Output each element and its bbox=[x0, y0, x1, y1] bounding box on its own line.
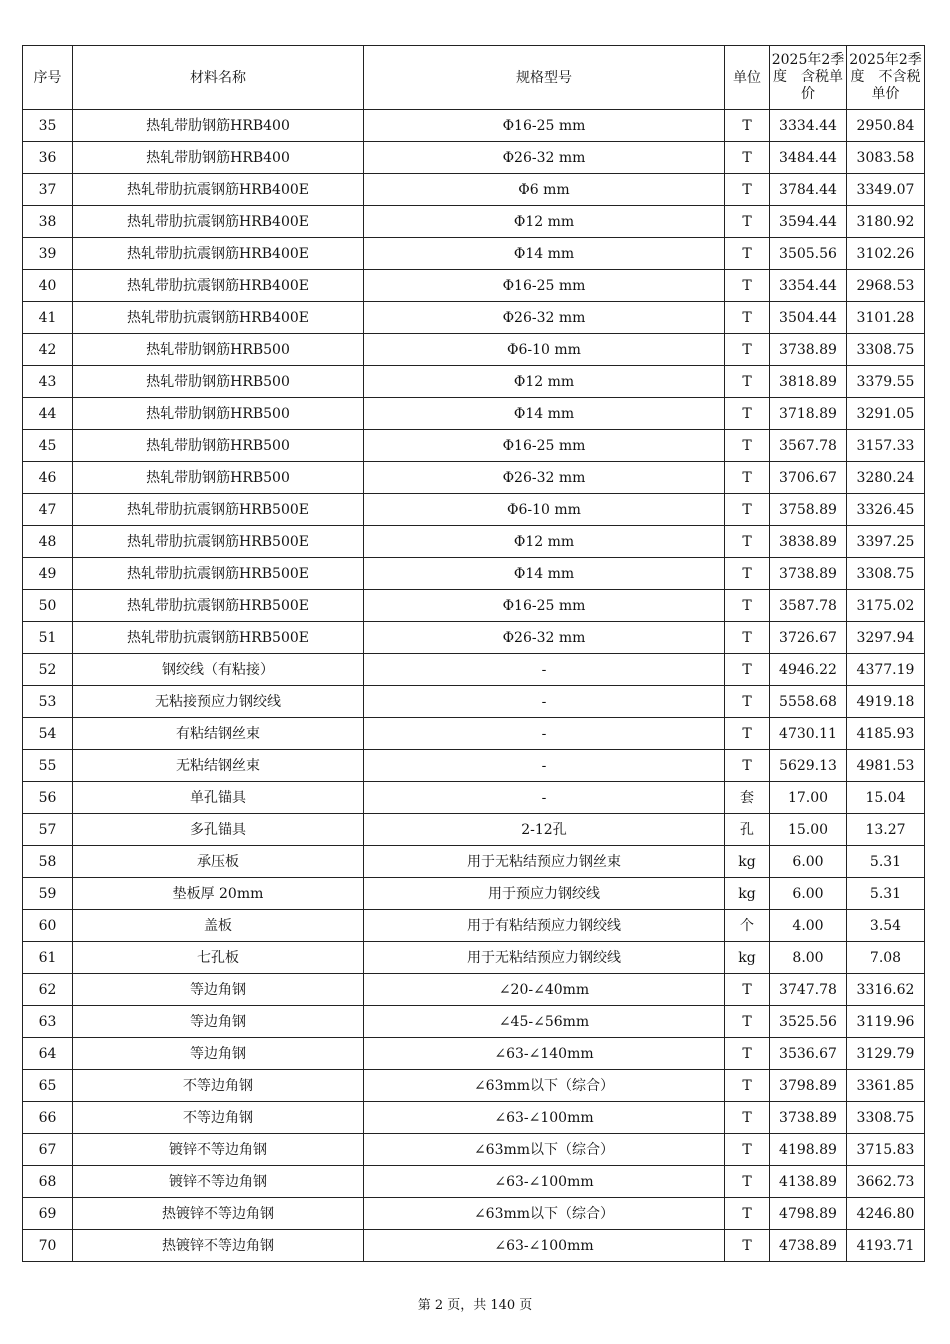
row-price-without-tax: 2968.53 bbox=[847, 270, 925, 302]
table-row bbox=[23, 1006, 925, 1038]
row-spec: Φ14 mm bbox=[364, 558, 725, 590]
row-material-name: 热轧带肋抗震钢筋HRB500E bbox=[73, 526, 364, 558]
row-price-without-tax: 3280.24 bbox=[847, 462, 925, 494]
table-row bbox=[23, 910, 925, 942]
row-material-name: 热轧带肋钢筋HRB400 bbox=[73, 142, 364, 174]
row-unit: T bbox=[725, 718, 770, 750]
table-row bbox=[23, 622, 925, 654]
row-seq: 55 bbox=[23, 750, 73, 782]
row-material-name: 热轧带肋钢筋HRB500 bbox=[73, 366, 364, 398]
row-material-name: 热轧带肋抗震钢筋HRB400E bbox=[73, 174, 364, 206]
row-spec: Φ12 mm bbox=[364, 366, 725, 398]
table-row bbox=[23, 238, 925, 270]
row-seq: 59 bbox=[23, 878, 73, 910]
row-spec: 用于无粘结预应力钢丝束 bbox=[364, 846, 725, 878]
header-price-without-tax: 2025年2季度 不含税单价 bbox=[847, 46, 925, 110]
row-price-with-tax: 4738.89 bbox=[770, 1230, 847, 1262]
row-unit: T bbox=[725, 238, 770, 270]
table-header-row bbox=[23, 46, 925, 110]
row-price-with-tax: 3525.56 bbox=[770, 1006, 847, 1038]
row-price-with-tax: 3738.89 bbox=[770, 1102, 847, 1134]
row-seq: 50 bbox=[23, 590, 73, 622]
row-unit: T bbox=[725, 270, 770, 302]
row-seq: 54 bbox=[23, 718, 73, 750]
row-price-with-tax: 17.00 bbox=[770, 782, 847, 814]
row-unit: T bbox=[725, 430, 770, 462]
row-spec: Φ14 mm bbox=[364, 398, 725, 430]
row-seq: 38 bbox=[23, 206, 73, 238]
row-spec: ∠63mm以下（综合） bbox=[364, 1198, 725, 1230]
row-price-with-tax: 3706.67 bbox=[770, 462, 847, 494]
row-price-without-tax: 3175.02 bbox=[847, 590, 925, 622]
row-price-without-tax: 4981.53 bbox=[847, 750, 925, 782]
table-row bbox=[23, 398, 925, 430]
row-price-with-tax: 3505.56 bbox=[770, 238, 847, 270]
row-price-without-tax: 4377.19 bbox=[847, 654, 925, 686]
row-spec: Φ26-32 mm bbox=[364, 302, 725, 334]
row-unit: T bbox=[725, 1038, 770, 1070]
row-price-with-tax: 3726.67 bbox=[770, 622, 847, 654]
row-unit: T bbox=[725, 174, 770, 206]
table-row bbox=[23, 590, 925, 622]
row-spec: Φ12 mm bbox=[364, 526, 725, 558]
row-material-name: 热镀锌不等边角钢 bbox=[73, 1198, 364, 1230]
row-price-without-tax: 2950.84 bbox=[847, 110, 925, 142]
row-price-without-tax: 4185.93 bbox=[847, 718, 925, 750]
table-row bbox=[23, 462, 925, 494]
row-unit: T bbox=[725, 110, 770, 142]
row-spec: Φ6-10 mm bbox=[364, 494, 725, 526]
table-row bbox=[23, 718, 925, 750]
row-price-with-tax: 3334.44 bbox=[770, 110, 847, 142]
table-row bbox=[23, 430, 925, 462]
row-unit: 套 bbox=[725, 782, 770, 814]
header-seq: 序号 bbox=[23, 46, 73, 110]
table-row bbox=[23, 814, 925, 846]
row-unit: T bbox=[725, 1134, 770, 1166]
row-spec: ∠63mm以下（综合） bbox=[364, 1070, 725, 1102]
row-material-name: 七孔板 bbox=[73, 942, 364, 974]
row-spec: Φ26-32 mm bbox=[364, 622, 725, 654]
row-seq: 69 bbox=[23, 1198, 73, 1230]
row-spec: 用于无粘结预应力钢绞线 bbox=[364, 942, 725, 974]
table-row bbox=[23, 174, 925, 206]
row-price-with-tax: 6.00 bbox=[770, 878, 847, 910]
row-unit: T bbox=[725, 334, 770, 366]
row-price-with-tax: 4730.11 bbox=[770, 718, 847, 750]
table-row bbox=[23, 110, 925, 142]
table-row bbox=[23, 1134, 925, 1166]
row-seq: 44 bbox=[23, 398, 73, 430]
row-spec: ∠45-∠56mm bbox=[364, 1006, 725, 1038]
table-body bbox=[23, 110, 925, 1262]
row-unit: T bbox=[725, 750, 770, 782]
row-price-with-tax: 5629.13 bbox=[770, 750, 847, 782]
row-price-without-tax: 3129.79 bbox=[847, 1038, 925, 1070]
row-seq: 70 bbox=[23, 1230, 73, 1262]
row-unit: T bbox=[725, 398, 770, 430]
row-spec: ∠63-∠100mm bbox=[364, 1166, 725, 1198]
row-price-with-tax: 3567.78 bbox=[770, 430, 847, 462]
row-material-name: 不等边角钢 bbox=[73, 1102, 364, 1134]
row-price-with-tax: 3594.44 bbox=[770, 206, 847, 238]
row-seq: 51 bbox=[23, 622, 73, 654]
table-row bbox=[23, 846, 925, 878]
table-row bbox=[23, 1070, 925, 1102]
row-price-without-tax: 5.31 bbox=[847, 846, 925, 878]
row-price-without-tax: 3397.25 bbox=[847, 526, 925, 558]
table-row bbox=[23, 526, 925, 558]
row-seq: 49 bbox=[23, 558, 73, 590]
row-spec: 用于预应力钢绞线 bbox=[364, 878, 725, 910]
row-material-name: 热轧带肋抗震钢筋HRB400E bbox=[73, 270, 364, 302]
row-material-name: 垫板厚 20mm bbox=[73, 878, 364, 910]
row-price-with-tax: 4946.22 bbox=[770, 654, 847, 686]
row-price-without-tax: 3180.92 bbox=[847, 206, 925, 238]
row-material-name: 承压板 bbox=[73, 846, 364, 878]
row-price-without-tax: 4193.71 bbox=[847, 1230, 925, 1262]
row-seq: 37 bbox=[23, 174, 73, 206]
row-price-without-tax: 3361.85 bbox=[847, 1070, 925, 1102]
row-spec: Φ6-10 mm bbox=[364, 334, 725, 366]
row-seq: 57 bbox=[23, 814, 73, 846]
row-seq: 47 bbox=[23, 494, 73, 526]
row-spec: Φ6 mm bbox=[364, 174, 725, 206]
row-unit: kg bbox=[725, 942, 770, 974]
row-price-with-tax: 3484.44 bbox=[770, 142, 847, 174]
row-price-with-tax: 4198.89 bbox=[770, 1134, 847, 1166]
row-price-with-tax: 3747.78 bbox=[770, 974, 847, 1006]
row-unit: T bbox=[725, 302, 770, 334]
row-price-with-tax: 3536.67 bbox=[770, 1038, 847, 1070]
row-seq: 63 bbox=[23, 1006, 73, 1038]
row-price-without-tax: 3316.62 bbox=[847, 974, 925, 1006]
row-spec: - bbox=[364, 750, 725, 782]
table-row bbox=[23, 1166, 925, 1198]
row-price-with-tax: 4.00 bbox=[770, 910, 847, 942]
row-seq: 36 bbox=[23, 142, 73, 174]
table-row bbox=[23, 206, 925, 238]
row-price-with-tax: 3718.89 bbox=[770, 398, 847, 430]
row-price-with-tax: 15.00 bbox=[770, 814, 847, 846]
row-seq: 61 bbox=[23, 942, 73, 974]
row-unit: T bbox=[725, 462, 770, 494]
row-seq: 60 bbox=[23, 910, 73, 942]
row-material-name: 单孔锚具 bbox=[73, 782, 364, 814]
row-material-name: 不等边角钢 bbox=[73, 1070, 364, 1102]
header-price-with-tax: 2025年2季度 含税单价 bbox=[770, 46, 847, 110]
row-material-name: 无粘接预应力钢绞线 bbox=[73, 686, 364, 718]
row-spec: 2-12孔 bbox=[364, 814, 725, 846]
row-unit: T bbox=[725, 1102, 770, 1134]
row-price-without-tax: 5.31 bbox=[847, 878, 925, 910]
row-spec: - bbox=[364, 686, 725, 718]
table-row bbox=[23, 782, 925, 814]
row-unit: T bbox=[725, 1230, 770, 1262]
header-unit: 单位 bbox=[725, 46, 770, 110]
row-price-without-tax: 3.54 bbox=[847, 910, 925, 942]
row-price-without-tax: 4246.80 bbox=[847, 1198, 925, 1230]
table-row bbox=[23, 558, 925, 590]
row-seq: 67 bbox=[23, 1134, 73, 1166]
row-unit: T bbox=[725, 974, 770, 1006]
table-row bbox=[23, 942, 925, 974]
row-material-name: 热轧带肋抗震钢筋HRB500E bbox=[73, 590, 364, 622]
row-unit: 孔 bbox=[725, 814, 770, 846]
row-spec: ∠63-∠100mm bbox=[364, 1230, 725, 1262]
row-price-with-tax: 3758.89 bbox=[770, 494, 847, 526]
row-unit: T bbox=[725, 526, 770, 558]
row-material-name: 热轧带肋钢筋HRB500 bbox=[73, 334, 364, 366]
row-material-name: 热轧带肋钢筋HRB500 bbox=[73, 462, 364, 494]
table-row bbox=[23, 302, 925, 334]
row-seq: 52 bbox=[23, 654, 73, 686]
row-price-with-tax: 3784.44 bbox=[770, 174, 847, 206]
row-material-name: 无粘结钢丝束 bbox=[73, 750, 364, 782]
row-price-with-tax: 5558.68 bbox=[770, 686, 847, 718]
row-unit: T bbox=[725, 654, 770, 686]
row-spec: ∠20-∠40mm bbox=[364, 974, 725, 1006]
row-material-name: 热轧带肋抗震钢筋HRB400E bbox=[73, 302, 364, 334]
row-spec: ∠63-∠100mm bbox=[364, 1102, 725, 1134]
row-unit: T bbox=[725, 622, 770, 654]
row-seq: 53 bbox=[23, 686, 73, 718]
row-material-name: 镀锌不等边角钢 bbox=[73, 1134, 364, 1166]
row-price-with-tax: 3798.89 bbox=[770, 1070, 847, 1102]
row-spec: Φ16-25 mm bbox=[364, 430, 725, 462]
row-unit: T bbox=[725, 1198, 770, 1230]
row-price-without-tax: 3119.96 bbox=[847, 1006, 925, 1038]
header-spec: 规格型号 bbox=[364, 46, 725, 110]
row-seq: 62 bbox=[23, 974, 73, 1006]
row-price-with-tax: 3504.44 bbox=[770, 302, 847, 334]
table-row bbox=[23, 366, 925, 398]
row-seq: 56 bbox=[23, 782, 73, 814]
row-unit: T bbox=[725, 1006, 770, 1038]
row-price-with-tax: 3838.89 bbox=[770, 526, 847, 558]
row-unit: T bbox=[725, 1166, 770, 1198]
table-row bbox=[23, 494, 925, 526]
row-unit: T bbox=[725, 206, 770, 238]
row-price-with-tax: 4138.89 bbox=[770, 1166, 847, 1198]
row-price-with-tax: 3587.78 bbox=[770, 590, 847, 622]
row-material-name: 热轧带肋钢筋HRB500 bbox=[73, 398, 364, 430]
row-price-without-tax: 4919.18 bbox=[847, 686, 925, 718]
row-price-with-tax: 6.00 bbox=[770, 846, 847, 878]
row-unit: kg bbox=[725, 878, 770, 910]
row-material-name: 等边角钢 bbox=[73, 1038, 364, 1070]
row-unit: 个 bbox=[725, 910, 770, 942]
row-seq: 65 bbox=[23, 1070, 73, 1102]
row-seq: 48 bbox=[23, 526, 73, 558]
table-row bbox=[23, 270, 925, 302]
row-spec: Φ14 mm bbox=[364, 238, 725, 270]
row-unit: T bbox=[725, 590, 770, 622]
row-seq: 39 bbox=[23, 238, 73, 270]
table-row bbox=[23, 1038, 925, 1070]
row-spec: ∠63-∠140mm bbox=[364, 1038, 725, 1070]
page-footer: 第 2 页，共 140 页 bbox=[417, 1298, 533, 1313]
row-price-without-tax: 3083.58 bbox=[847, 142, 925, 174]
row-seq: 46 bbox=[23, 462, 73, 494]
row-unit: T bbox=[725, 686, 770, 718]
row-price-without-tax: 3662.73 bbox=[847, 1166, 925, 1198]
row-price-with-tax: 3354.44 bbox=[770, 270, 847, 302]
row-unit: T bbox=[725, 366, 770, 398]
row-material-name: 热轧带肋抗震钢筋HRB500E bbox=[73, 494, 364, 526]
row-spec: Φ12 mm bbox=[364, 206, 725, 238]
row-material-name: 热轧带肋抗震钢筋HRB400E bbox=[73, 206, 364, 238]
row-seq: 64 bbox=[23, 1038, 73, 1070]
row-material-name: 钢绞线（有粘接） bbox=[73, 654, 364, 686]
header-material-name: 材料名称 bbox=[73, 46, 364, 110]
row-price-without-tax: 15.04 bbox=[847, 782, 925, 814]
row-price-without-tax: 7.08 bbox=[847, 942, 925, 974]
table-row bbox=[23, 750, 925, 782]
price-table bbox=[22, 45, 925, 1262]
row-price-with-tax: 4798.89 bbox=[770, 1198, 847, 1230]
row-spec: ∠63mm以下（综合） bbox=[364, 1134, 725, 1166]
row-seq: 58 bbox=[23, 846, 73, 878]
row-price-without-tax: 3102.26 bbox=[847, 238, 925, 270]
row-spec: - bbox=[364, 654, 725, 686]
row-material-name: 热轧带肋抗震钢筋HRB500E bbox=[73, 558, 364, 590]
row-unit: kg bbox=[725, 846, 770, 878]
row-spec: - bbox=[364, 782, 725, 814]
row-material-name: 热镀锌不等边角钢 bbox=[73, 1230, 364, 1262]
row-material-name: 热轧带肋钢筋HRB400 bbox=[73, 110, 364, 142]
row-seq: 42 bbox=[23, 334, 73, 366]
row-price-without-tax: 3101.28 bbox=[847, 302, 925, 334]
row-unit: T bbox=[725, 142, 770, 174]
row-spec: Φ26-32 mm bbox=[364, 462, 725, 494]
table-row bbox=[23, 1230, 925, 1262]
row-spec: - bbox=[364, 718, 725, 750]
row-spec: Φ16-25 mm bbox=[364, 110, 725, 142]
row-price-with-tax: 3738.89 bbox=[770, 334, 847, 366]
row-price-without-tax: 3308.75 bbox=[847, 558, 925, 590]
row-price-with-tax: 3818.89 bbox=[770, 366, 847, 398]
row-price-without-tax: 3157.33 bbox=[847, 430, 925, 462]
row-price-without-tax: 3379.55 bbox=[847, 366, 925, 398]
table-row bbox=[23, 878, 925, 910]
row-material-name: 等边角钢 bbox=[73, 1006, 364, 1038]
table-row bbox=[23, 334, 925, 366]
row-spec: Φ16-25 mm bbox=[364, 270, 725, 302]
row-price-without-tax: 3297.94 bbox=[847, 622, 925, 654]
row-spec: 用于有粘结预应力钢绞线 bbox=[364, 910, 725, 942]
row-price-without-tax: 3349.07 bbox=[847, 174, 925, 206]
table-row bbox=[23, 686, 925, 718]
row-spec: Φ16-25 mm bbox=[364, 590, 725, 622]
row-unit: T bbox=[725, 494, 770, 526]
table-row bbox=[23, 142, 925, 174]
row-price-without-tax: 3308.75 bbox=[847, 334, 925, 366]
row-price-without-tax: 13.27 bbox=[847, 814, 925, 846]
row-material-name: 等边角钢 bbox=[73, 974, 364, 1006]
table-row bbox=[23, 654, 925, 686]
row-seq: 45 bbox=[23, 430, 73, 462]
table-row bbox=[23, 974, 925, 1006]
row-seq: 40 bbox=[23, 270, 73, 302]
row-material-name: 多孔锚具 bbox=[73, 814, 364, 846]
row-seq: 68 bbox=[23, 1166, 73, 1198]
row-price-without-tax: 3291.05 bbox=[847, 398, 925, 430]
row-seq: 43 bbox=[23, 366, 73, 398]
row-material-name: 热轧带肋钢筋HRB500 bbox=[73, 430, 364, 462]
row-price-without-tax: 3715.83 bbox=[847, 1134, 925, 1166]
row-material-name: 盖板 bbox=[73, 910, 364, 942]
row-price-with-tax: 3738.89 bbox=[770, 558, 847, 590]
row-price-without-tax: 3308.75 bbox=[847, 1102, 925, 1134]
row-material-name: 镀锌不等边角钢 bbox=[73, 1166, 364, 1198]
row-seq: 66 bbox=[23, 1102, 73, 1134]
row-material-name: 热轧带肋抗震钢筋HRB500E bbox=[73, 622, 364, 654]
row-seq: 35 bbox=[23, 110, 73, 142]
row-price-with-tax: 8.00 bbox=[770, 942, 847, 974]
row-seq: 41 bbox=[23, 302, 73, 334]
table-row bbox=[23, 1198, 925, 1230]
row-unit: T bbox=[725, 558, 770, 590]
table-row bbox=[23, 1102, 925, 1134]
row-material-name: 有粘结钢丝束 bbox=[73, 718, 364, 750]
row-price-without-tax: 3326.45 bbox=[847, 494, 925, 526]
row-spec: Φ26-32 mm bbox=[364, 142, 725, 174]
row-unit: T bbox=[725, 1070, 770, 1102]
row-material-name: 热轧带肋抗震钢筋HRB400E bbox=[73, 238, 364, 270]
